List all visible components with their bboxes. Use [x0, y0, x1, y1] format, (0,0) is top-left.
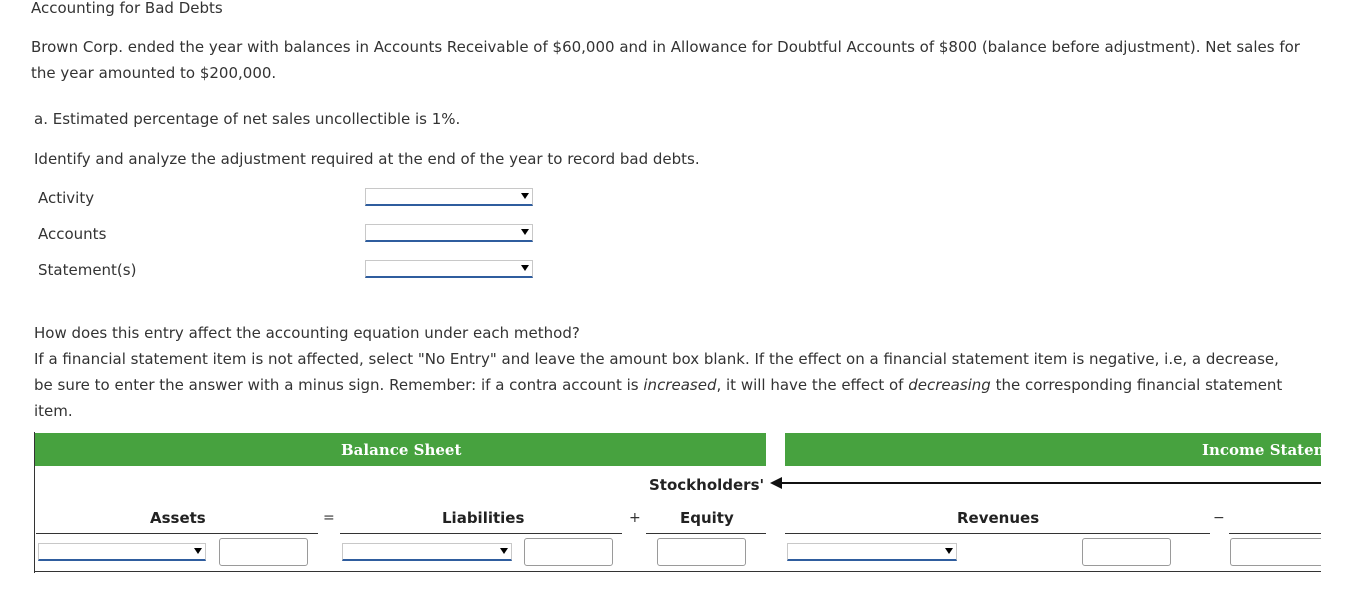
- statements-select[interactable]: [365, 260, 533, 278]
- chevron-down-icon: [500, 548, 508, 554]
- liabilities-amount-input[interactable]: [524, 538, 613, 566]
- balance-sheet-header: Balance Sheet: [341, 441, 462, 459]
- assets-select[interactable]: [38, 543, 206, 561]
- activity-select[interactable]: [365, 188, 533, 206]
- instruction-text: Identify and analyze the adjustment required at the end of the year to record bad debts.: [34, 150, 700, 168]
- arrow-left-icon: [770, 477, 1321, 489]
- liabilities-select[interactable]: [342, 543, 512, 561]
- liabilities-heading: Liabilities: [442, 509, 525, 527]
- accounts-select[interactable]: [365, 224, 533, 242]
- assets-underline: [36, 533, 318, 534]
- equity-amount-input[interactable]: [657, 538, 746, 566]
- assets-amount-input[interactable]: [219, 538, 308, 566]
- equity-underline: [646, 533, 766, 534]
- activity-label: Activity: [38, 189, 95, 207]
- expenses-underline: [1229, 533, 1321, 534]
- equals-sign: =: [323, 510, 335, 526]
- income-statement-header: Income Statement: [1202, 441, 1357, 459]
- question-text: How does this entry affect the accounting equation under each method?: [34, 324, 580, 342]
- accounts-label: Accounts: [38, 225, 107, 243]
- chevron-down-icon: [194, 548, 202, 554]
- table-bottom-border: [34, 571, 1321, 572]
- statements-label: Statement(s): [38, 261, 137, 279]
- income-statement-header-bar: [785, 433, 1357, 466]
- revenues-heading: Revenues: [957, 509, 1040, 527]
- equity-heading: Equity: [680, 509, 734, 527]
- chevron-down-icon: [521, 229, 529, 235]
- problem-intro: Brown Corp. ended the year with balances in Accounts Receivable of $60,000 and in Allowance for Doubtful Accounts of $800 (balance before adjustment). Net sales for the year amounted to $200,000.: [31, 38, 1300, 82]
- expenses-amount-input[interactable]: [1230, 538, 1321, 566]
- stockholders-label: Stockholders': [649, 476, 765, 494]
- assets-heading: Assets: [150, 509, 206, 527]
- page-title: Accounting for Bad Debts: [31, 0, 223, 17]
- chevron-down-icon: [521, 193, 529, 199]
- revenues-amount-input[interactable]: [1082, 538, 1171, 566]
- chevron-down-icon: [945, 548, 953, 554]
- revenues-underline: [785, 533, 1210, 534]
- minus-sign: −: [1213, 510, 1225, 526]
- revenues-select[interactable]: [787, 543, 957, 561]
- plus-sign: +: [629, 510, 641, 526]
- part-a-text: a. Estimated percentage of net sales uncollectible is 1%.: [34, 110, 461, 128]
- chevron-down-icon: [521, 265, 529, 271]
- instruction-note: If a financial statement item is not affected, select "No Entry" and leave the amount box blank. If the effect on a financial statement item is negative, i.e, a decrease, be sure to enter the answer with a minus sign. Remember: if a contra account is increased, it will have the effect of decreasing the corresponding financial statement item.: [34, 350, 1283, 420]
- liabilities-underline: [340, 533, 622, 534]
